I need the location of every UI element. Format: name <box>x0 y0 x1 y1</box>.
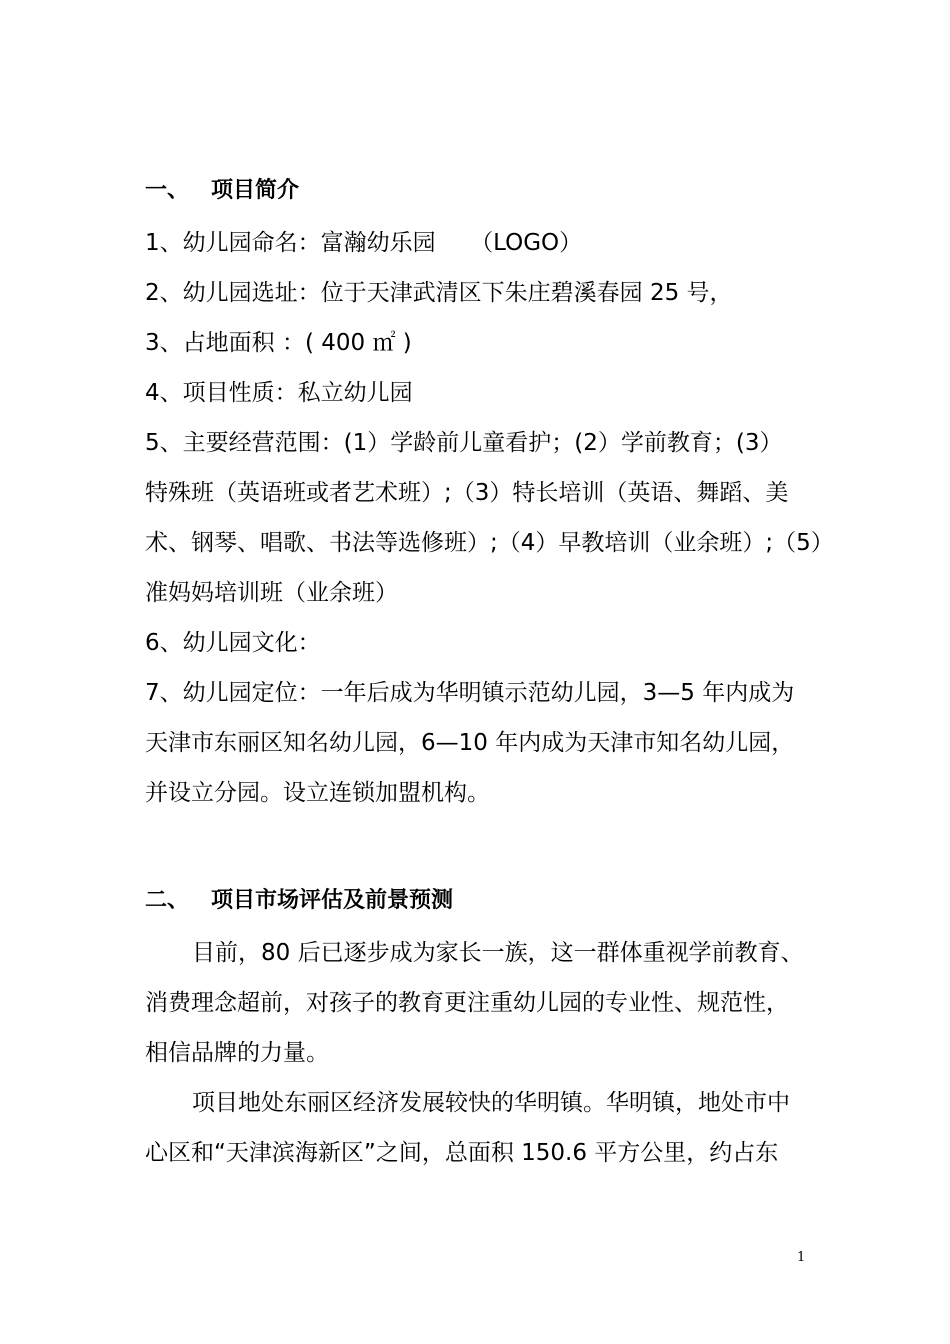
paragraph-line: 相信品牌的力量。 <box>145 1040 329 1066</box>
section-1-line: 4、项目性质：私立幼儿园 <box>145 380 413 406</box>
section-1-line: 2、幼儿园选址：位于天津武清区下朱庄碧溪春园 25 号， <box>145 280 733 306</box>
section-1-line: 准妈妈培训班（业余班） <box>145 580 398 606</box>
paragraph-line: 消费理念超前，对孩子的教育更注重幼儿园的专业性、规范性， <box>145 990 789 1016</box>
section-1-line: 术、钢琴、唱歌、书法等选修班）;（4）早教培训（业余班）;（5） <box>145 530 834 556</box>
paragraph-line: 目前，80 后已逐步成为家长一族，这一群体重视学前教育、 <box>192 940 804 966</box>
section-1-line: 特殊班（英语班或者艺术班）;（3）特长培训（英语、舞蹈、美 <box>145 480 789 506</box>
section-1-line: 5、主要经营范围：(1）学龄前儿童看护；(2）学前教育；(3） <box>145 430 783 456</box>
page-number: 1 <box>797 1250 806 1265</box>
section-2-heading <box>145 886 453 916</box>
section-1-line: 3、占地面积 ：( 400 ㎡ ) <box>145 330 412 356</box>
section-2-title: 项目市场评估及前景预测 <box>211 888 454 913</box>
section-1-title: 项目简介 <box>211 178 300 203</box>
section-1-line: 并设立分园。设立连锁加盟机构。 <box>145 780 490 806</box>
section-1-line: 6、幼儿园文化： <box>145 630 321 656</box>
section-1-number: 一、 <box>145 178 190 203</box>
section-2-number: 二、 <box>145 888 190 913</box>
section-1-line: 1、幼儿园命名：富瀚幼乐园 （LOGO） <box>145 230 583 256</box>
section-1-line: 天津市东丽区知名幼儿园，6—10 年内成为天津市知名幼儿园， <box>145 730 795 756</box>
section-1-heading <box>145 176 299 206</box>
section-1-line: 7、幼儿园定位：一年后成为华明镇示范幼儿园，3—5 年内成为 <box>145 680 795 706</box>
paragraph-line: 心区和“天津滨海新区”之间，总面积 150.6 平方公里，约占东 <box>145 1140 779 1166</box>
paragraph-line: 项目地处东丽区经济发展较快的华明镇。华明镇，地处市中 <box>192 1090 790 1116</box>
